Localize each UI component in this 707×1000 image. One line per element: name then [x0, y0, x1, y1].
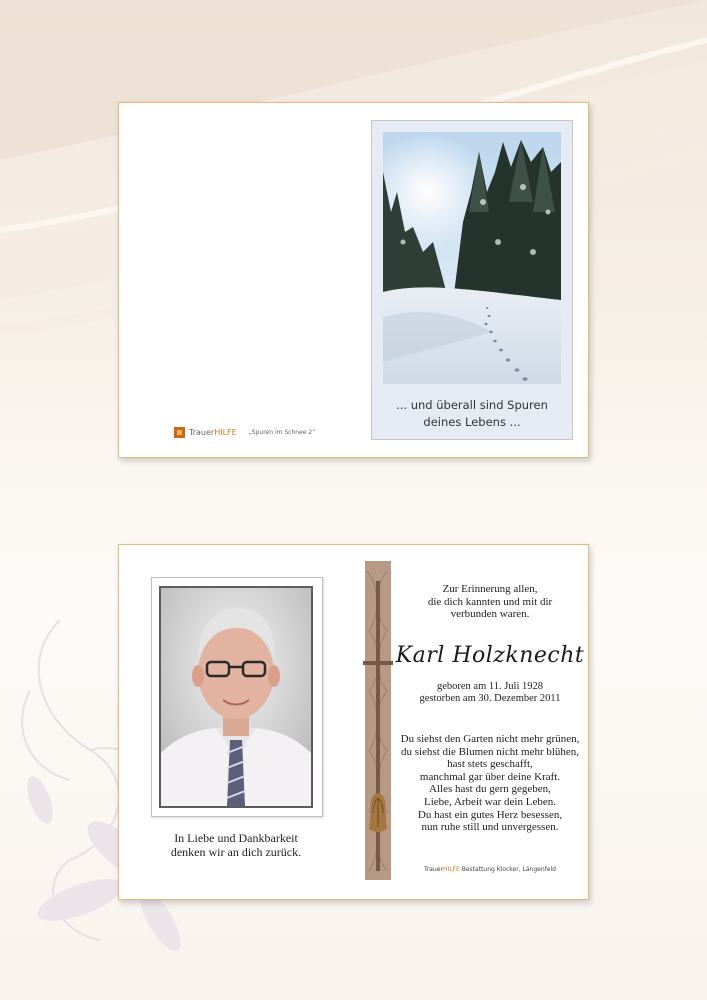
poem	[395, 733, 585, 834]
memorial-text-column	[395, 545, 585, 899]
caption-line-2: deines Lebens ...	[423, 415, 521, 429]
poem-line: Du siehst den Garten nicht mehr grünen,	[400, 733, 580, 745]
poem-line: manchmal gar über deine Kraft.	[419, 770, 561, 783]
brand-logo-icon	[174, 427, 185, 438]
cover-photo-panel	[371, 120, 573, 440]
funeral-company: Bestattung Klocker, Längenfeld	[461, 866, 556, 873]
remembrance-line-1: In Liebe und Dankbarkeit	[174, 831, 298, 845]
death-date: gestorben am 30. Dezember 2011	[419, 693, 561, 704]
dedication	[395, 583, 585, 621]
poem-line: hast stets geschafft,	[447, 758, 533, 771]
snow-forest-image	[383, 132, 561, 384]
remembrance-line-2: denken wir an dich zurück.	[170, 845, 302, 859]
poem-line: Du hast ein gutes Herz besessen,	[417, 808, 563, 821]
life-dates	[395, 681, 585, 705]
poem-line: nun ruhe still und unvergessen.	[421, 821, 559, 834]
birth-date: geboren am 11. Juli 1928	[436, 681, 544, 692]
cross-ornament-strip	[363, 561, 393, 880]
dedication-line: Zur Erinnerung allen,	[442, 583, 538, 595]
card-inside	[118, 544, 589, 900]
poem-line: Alles hast du gern gegeben,	[429, 783, 551, 796]
caption-line-1: ... und überall sind Spuren	[396, 398, 548, 412]
cover-caption	[372, 397, 572, 431]
dedication-line: verbunden waren.	[450, 608, 530, 620]
brand-design-name: „Spuren im Schnee 2“	[248, 429, 316, 436]
portrait-photo	[159, 586, 313, 808]
deceased-name: Karl Holzknecht	[395, 643, 585, 668]
remembrance-text	[151, 831, 321, 859]
poem-line: Liebe, Arbeit war dein Leben.	[424, 795, 556, 808]
footer-brand: TrauerHILFE Bestattung Klocker, Längenfeld	[424, 866, 556, 873]
poem-line: du siehst die Blumen nicht mehr blühen,	[400, 745, 580, 758]
card-front	[118, 102, 589, 458]
portrait-frame	[151, 577, 323, 817]
brand-mark	[174, 427, 315, 438]
portrait-image	[161, 588, 311, 806]
brand-name: TrauerHILFE	[189, 428, 237, 437]
praying-hands-icon	[369, 793, 387, 832]
dedication-line: die dich kannten und mit dir	[427, 595, 553, 608]
